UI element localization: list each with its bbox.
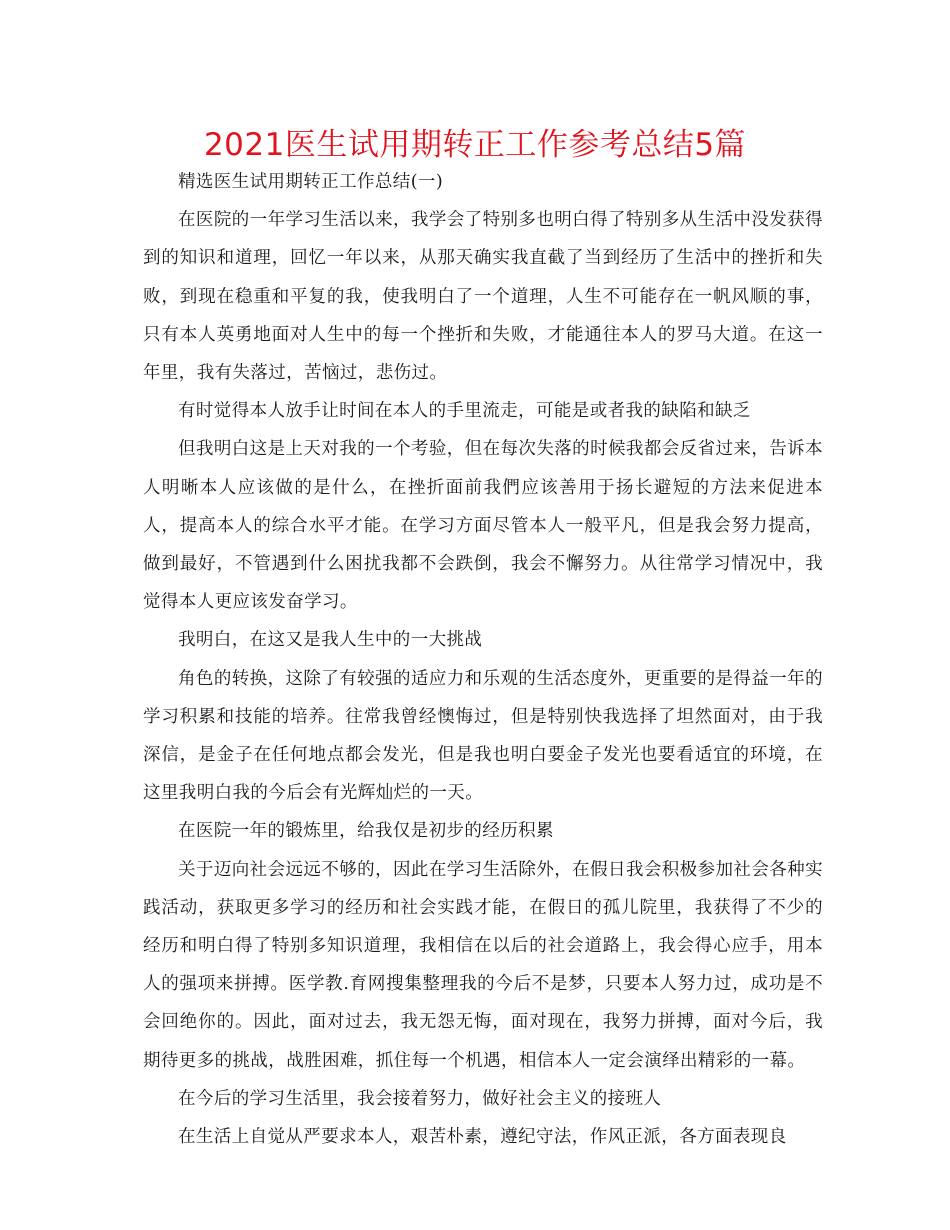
body-paragraph: 在生活上自觉从严要求本人，艰苦朴素，遵纪守法，作风正派，各方面表现良 (178, 1127, 787, 1148)
body-paragraph: 但我明白这是上天对我的一个考验，但在每次失落的时候我都会反省过来，告诉本人明晰本人应该做的是什么，在挫折面前我們应该善用于扬长避短的方法来促进本人，提高本人的综合水平才能。在学习方面尽管本人一般平凡，但是我会努力提高，做到最好，不管遇到什么困扰我都不会跌倒，我会不懈努力。从往常学习情况中，我觉得本人更应该发奋学习。 (143, 439, 823, 613)
body-paragraph: 我明白，在这又是我人生中的一大挑战 (178, 630, 483, 651)
body-paragraph: 在今后的学习生活里，我会接着努力，做好社会主义的接班人 (178, 1088, 662, 1109)
document-title: 2021医生试用期转正工作参考总结5篇 (203, 127, 747, 163)
subtitle-paragraph: 精选医生试用期转正工作总结(一) (178, 172, 444, 192)
body-paragraph: 有时觉得本人放手让时间在本人的手里流走，可能是或者我的缺陷和缺乏 (178, 401, 751, 422)
body-paragraph: 在医院一年的锻炼里，给我仅是初步的经历积累 (178, 821, 554, 842)
document-body (143, 163, 823, 1156)
body-paragraph: 关于迈向社会远远不够的，因此在学习生活除外，在假日我会积极参加社会各种实践活动，获取更多学习的经历和社会实践才能，在假日的孤儿院里，我获得了不少的经历和明白得了特别多知识道理，我相信在以后的社会道路上，我会得心应手，用本人的强项来拼搏。医学教.育网搜集整理我的今后不是梦，只要本人努力过，成功是不会回绝你的。因此，面对过去，我无怨无悔，面对现在，我努力拼搏，面对今后，我期待更多的挑战，战胜困难，抓住每一个机遇，相信本人一定会演绎出精彩的一幕。 (143, 859, 823, 1071)
body-paragraph: 在医院的一年学习生活以来，我学会了特别多也明白得了特别多从生活中没发获得到的知识和道理，回忆一年以来，从那天确实我直截了当到经历了生活中的挫折和失败，到现在稳重和平复的我，使我明白了一个道理，人生不可能存在一帆风顺的事，只有本人英勇地面对人生中的每一个挫折和失败，才能通往本人的罗马大道。在这一年里，我有失落过，苦恼过，悲伤过。 (143, 210, 823, 384)
body-paragraph: 角色的转换，这除了有较强的适应力和乐观的生活态度外，更重要的是得益一年的学习积累和技能的培养。往常我曾经懊悔过，但是特别快我选择了坦然面对，由于我深信，是金子在任何地点都会发光，但是我也明白要金子发光也要看适宜的环境，在这里我明白我的今后会有光辉灿烂的一天。 (143, 668, 823, 804)
